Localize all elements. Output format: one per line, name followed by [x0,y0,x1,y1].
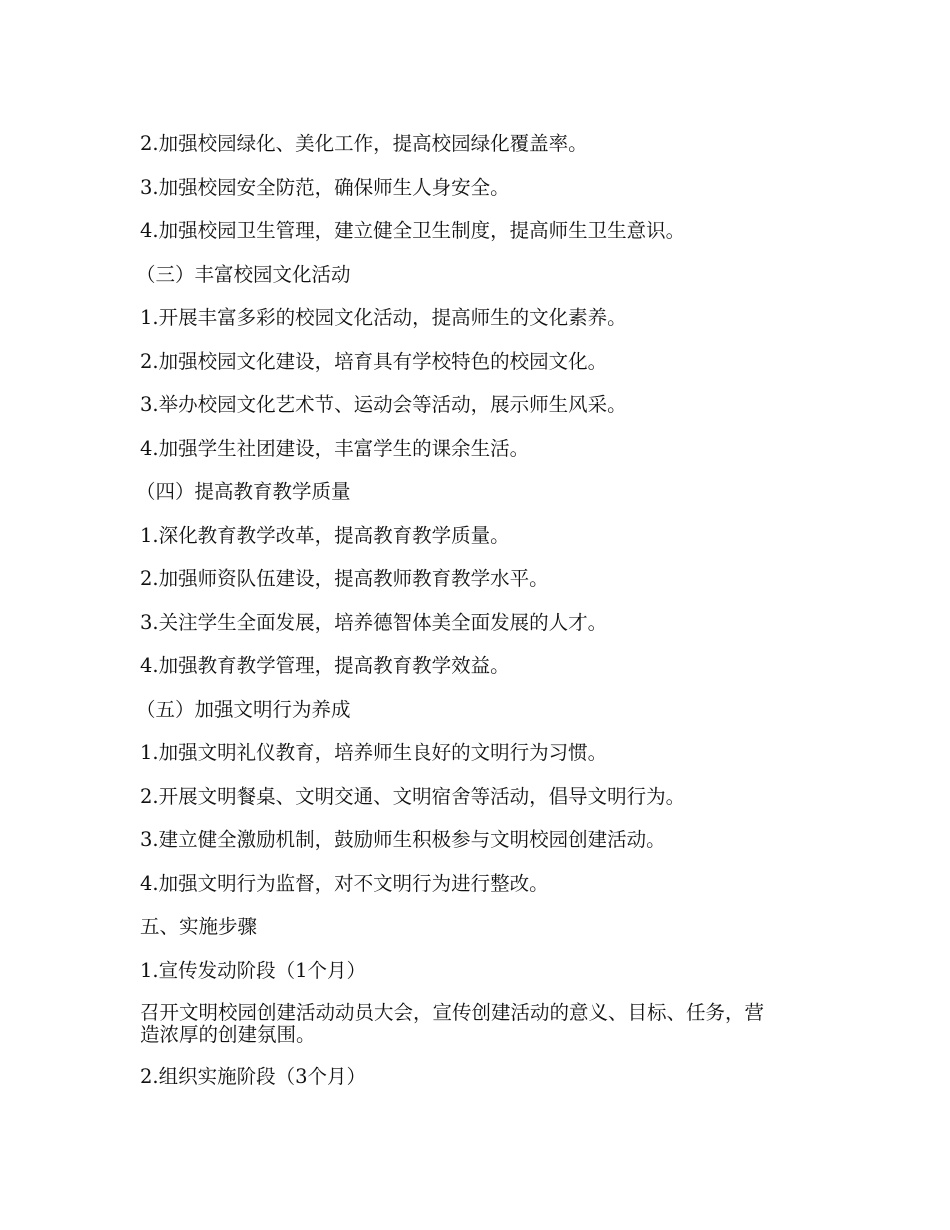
list-item: 2.加强校园文化建设，培育具有学校特色的校园文化。 [140,349,608,373]
list-item: 3.建立健全激励机制，鼓励师生积极参与文明校园创建活动。 [140,828,666,851]
list-item: 2.开展文明餐桌、文明交通、文明宿舍等活动，倡导文明行为。 [140,784,686,808]
section-heading: （四）提高教育教学质量 [136,480,351,503]
section-heading: （五）加强文明行为养成 [136,697,351,721]
list-item: 4.加强教育教学管理，提高教育教学效益。 [140,654,510,677]
list-item: 3.举办校园文化艺术节、运动会等活动，展示师生风采。 [140,393,627,416]
section-heading: （三）丰富校园文化活动 [136,262,351,286]
list-item: 1.开展丰富多彩的校园文化活动，提高师生的文化素养。 [140,306,627,329]
step-heading: 2.组织实施阶段（3个月） [140,1065,367,1088]
body-paragraph: 召开文明校园创建活动动员大会，宣传创建活动的意义、目标、任务，营造浓厚的创建氛围。 [140,1001,765,1046]
list-item: 3.加强校园安全防范，确保师生人身安全。 [140,175,510,199]
step-heading: 1.宣传发动阶段（1个月） [140,958,367,982]
list-item: 4.加强学生社团建设，丰富学生的课余生活。 [140,436,530,460]
list-item: 2.加强校园绿化、美化工作，提高校园绿化覆盖率。 [140,132,588,155]
list-item: 4.加强文明行为监督，对不文明行为进行整改。 [140,871,549,895]
document-body [136,126,780,1103]
list-item: 1.深化教育教学改革，提高教育教学质量。 [140,523,510,547]
list-item: 3.关注学生全面发展，培养德智体美全面发展的人才。 [140,610,608,634]
list-item: 4.加强校园卫生管理，建立健全卫生制度，提高师生卫生意识。 [140,219,686,242]
chapter-heading: 五、实施步骤 [140,915,258,938]
list-item: 1.加强文明礼仪教育，培养师生良好的文明行为习惯。 [140,741,608,764]
list-item: 2.加强师资队伍建设，提高教师教育教学水平。 [140,567,549,590]
